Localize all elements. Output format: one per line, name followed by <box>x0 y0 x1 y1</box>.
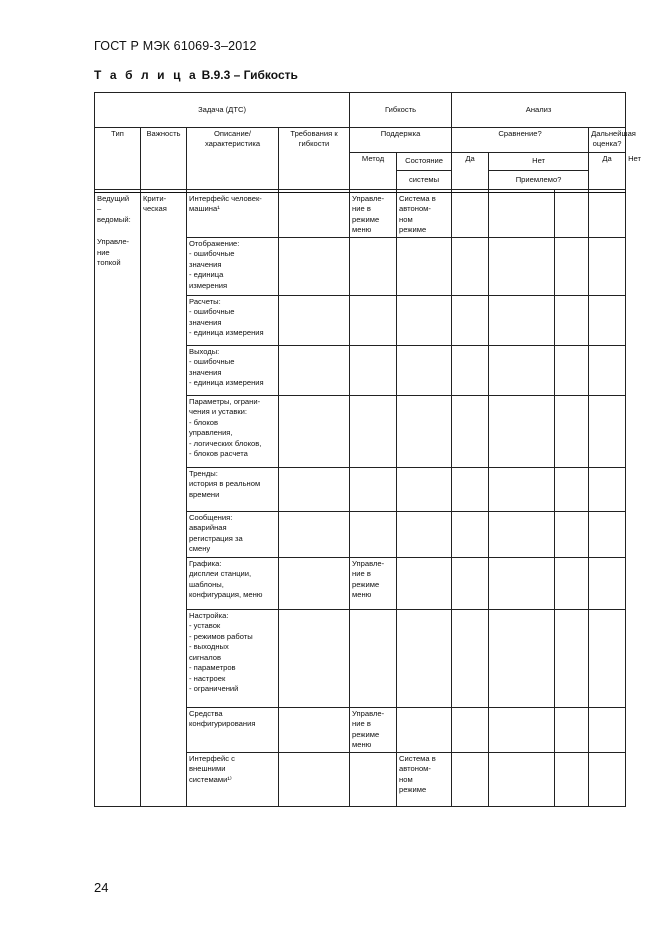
row-description: Выходы: - ошибочные значения - единица измерения <box>187 345 279 395</box>
state-cell <box>397 511 452 557</box>
header-type: Тип <box>95 128 141 190</box>
header-yes-further: Да <box>589 153 626 190</box>
type-furnace-control: Управле- ние топкой <box>97 237 130 268</box>
row-description: Интерфейс с внешними системами¹⁾ <box>187 752 279 806</box>
type-cell <box>95 193 141 807</box>
row-description: Тренды: история в реальном времени <box>187 467 279 511</box>
table-title-label: Т а б л и ц а <box>94 68 199 82</box>
state-cell: Система в автоном- ном режиме <box>397 752 452 806</box>
state-cell <box>397 609 452 707</box>
row-description: Средства конфигурирования <box>187 707 279 752</box>
header-systems: системы <box>397 171 452 190</box>
row-description: Расчеты: - ошибочные значения - единица измерения <box>187 295 279 345</box>
type-master-slave: Ведущий – ведомый: <box>97 194 131 224</box>
document-standard-number: ГОСТ Р МЭК 61069-3–2012 <box>94 39 257 53</box>
header-support: Поддержка <box>350 128 452 153</box>
method-cell <box>350 345 397 395</box>
state-cell <box>397 237 452 295</box>
method-cell <box>350 467 397 511</box>
table-row <box>95 193 626 238</box>
header-yes-comparison: Да <box>452 153 489 190</box>
state-cell <box>397 295 452 345</box>
state-cell <box>397 467 452 511</box>
header-requirements: Требования к гибкости <box>279 128 350 190</box>
method-cell: Управле- ние в режиме меню <box>350 193 397 238</box>
importance-cell: Крити- ческая <box>141 193 187 807</box>
row-description: Графика: дисплеи станции, шаблоны, конфигурация, меню <box>187 557 279 609</box>
header-acceptable: Приемлемо? <box>489 171 589 190</box>
row-description: Параметры, ограни- чения и уставки: - блоков управления, - логических блоков, - блоков расчета <box>187 395 279 467</box>
header-comparison: Сравнение? <box>452 128 589 153</box>
method-cell <box>350 752 397 806</box>
requirements-cell <box>279 193 350 238</box>
state-cell <box>397 707 452 752</box>
method-cell <box>350 511 397 557</box>
table-title <box>94 68 298 82</box>
row-description: Настройка: - уставок - режимов работы - выходных сигналов - параметров - настроек - ограничений <box>187 609 279 707</box>
method-cell <box>350 609 397 707</box>
method-cell: Управле- ние в режиме меню <box>350 707 397 752</box>
method-cell <box>350 295 397 345</box>
table-title-text: В.9.3 – Гибкость <box>198 68 298 82</box>
header-state: Состояние <box>397 153 452 171</box>
header-further-evaluation: Дальнейшая оценка? <box>589 128 626 153</box>
header-flexibility: Гибкость <box>350 93 452 128</box>
state-cell <box>397 345 452 395</box>
state-cell <box>397 395 452 467</box>
state-cell: Система в автоном- ном режиме <box>397 193 452 238</box>
method-cell <box>350 237 397 295</box>
header-importance: Важность <box>141 128 187 190</box>
row-description: Сообщения: аварийная регистрация за смену <box>187 511 279 557</box>
page-number: 24 <box>94 880 109 895</box>
header-task: Задача (ДТС) <box>95 93 350 128</box>
header-analysis: Анализ <box>452 93 626 128</box>
row-description: Отображение: - ошибочные значения - единица измерения <box>187 237 279 295</box>
state-cell <box>397 557 452 609</box>
flexibility-table: Задача (ДТС) Гибкость Анализ Тип Важность Описание/ характеристика Требования к гибкости Поддержка Сравнение? Дальнейшая оценка? Метод Состояние Да Нет Да Нет системы Приемлемо? Ведущий – ведомый: Управле- ние топкой Крити- ческая Интерфейс человек- машина¹ Управле- ние в режиме меню Система в автоном- ном режиме Отображение: - ошибочные значения - единица измерения Расчеты: - ошибочные значения - единица измерения Выходы: - ошибочные значения - единица измерения Параметры, ограни- чения и уставки: - блоков управления, - логических блоков, - блоков расчета Тренды: история в реальном времени Сообщения: аварийная регистрация за смену Графика: дисплеи станции, шаблоны, конфигурация, меню Управле- ние в режиме меню Настройка: - уставок - режимов работы - выходных сигналов - параметров - настроек - ограничений Средства конфигурирования Управле- ние в режиме меню Интерфейс с внешними системами¹⁾ Система в автоном- ном режиме <box>94 92 626 807</box>
header-method: Метод <box>350 153 397 190</box>
row-description: Интерфейс человек- машина¹ <box>187 193 279 238</box>
method-cell <box>350 395 397 467</box>
header-no-comparison: Нет <box>489 153 589 171</box>
method-cell: Управле- ние в режиме меню <box>350 557 397 609</box>
header-description: Описание/ характеристика <box>187 128 279 190</box>
